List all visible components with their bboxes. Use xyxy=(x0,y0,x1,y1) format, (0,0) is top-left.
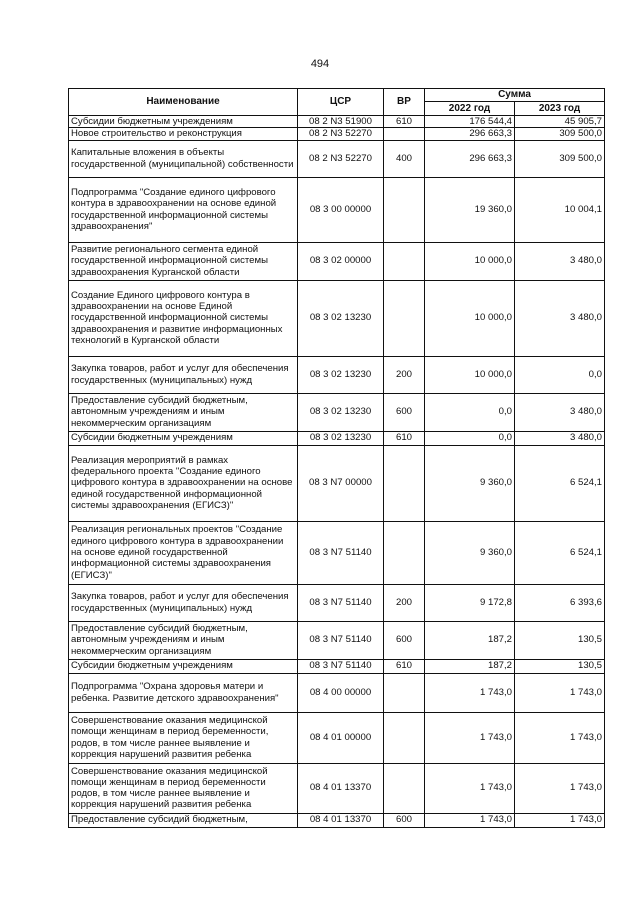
row-name: Реализация региональных проектов "Создание единого цифрового контура в здравоохранении на основе единой государственной информационной системы здравоохранения (ЕГИСЗ)" xyxy=(69,521,298,584)
table-row xyxy=(69,445,605,521)
row-amount-2023: 309 500,0 xyxy=(515,140,605,177)
table-row xyxy=(69,621,605,659)
table-row xyxy=(69,584,605,621)
row-name: Развитие регионального сегмента единой государственной информационной системы здравоохранения Курганской области xyxy=(69,242,298,280)
row-name: Совершенствование оказания медицинской помощи женщинам в период беременности, родов, в том числе раннее выявление и коррекция нарушений развития ребенка xyxy=(69,712,298,763)
row-vr: 200 xyxy=(384,584,425,621)
row-amount-2023: 45 905,7 xyxy=(515,116,605,128)
row-name: Закупка товаров, работ и услуг для обеспечения государственных (муниципальных) нужд xyxy=(69,356,298,393)
row-amount-2022: 1 743,0 xyxy=(425,712,515,763)
row-csr: 08 2 N3 52270 xyxy=(298,128,384,140)
row-amount-2023: 1 743,0 xyxy=(515,712,605,763)
row-vr xyxy=(384,712,425,763)
row-amount-2022: 0,0 xyxy=(425,431,515,445)
row-vr xyxy=(384,280,425,356)
row-amount-2023: 6 393,6 xyxy=(515,584,605,621)
row-amount-2022: 1 743,0 xyxy=(425,763,515,813)
row-vr xyxy=(384,128,425,140)
row-amount-2023: 1 743,0 xyxy=(515,763,605,813)
table-row xyxy=(69,673,605,712)
table-row xyxy=(69,712,605,763)
row-amount-2023: 6 524,1 xyxy=(515,521,605,584)
header-year-2022: 2022 год xyxy=(425,102,515,116)
row-amount-2022: 10 000,0 xyxy=(425,356,515,393)
row-amount-2023: 3 480,0 xyxy=(515,280,605,356)
row-vr: 600 xyxy=(384,393,425,431)
header-name: Наименование xyxy=(69,89,298,116)
row-csr: 08 3 N7 51140 xyxy=(298,584,384,621)
row-csr: 08 3 N7 51140 xyxy=(298,621,384,659)
row-name: Реализация мероприятий в рамках федерального проекта "Создание единого цифрового контура в здравоохранении на основе единой государственной информационной системы здравоохранения (ЕГИСЗ)" xyxy=(69,445,298,521)
row-vr: 400 xyxy=(384,140,425,177)
table-row xyxy=(69,431,605,445)
row-vr xyxy=(384,242,425,280)
table-row xyxy=(69,813,605,827)
row-name: Предоставление субсидий бюджетным, xyxy=(69,813,298,827)
table-row xyxy=(69,356,605,393)
row-csr: 08 3 02 13230 xyxy=(298,356,384,393)
row-amount-2023: 1 743,0 xyxy=(515,813,605,827)
row-name: Подпрограмма "Охрана здоровья матери и ребенка. Развитие детского здравоохранения" xyxy=(69,673,298,712)
row-name: Субсидии бюджетным учреждениям xyxy=(69,116,298,128)
row-csr: 08 4 01 13370 xyxy=(298,763,384,813)
row-csr: 08 3 N7 00000 xyxy=(298,445,384,521)
row-amount-2022: 187,2 xyxy=(425,659,515,673)
row-amount-2022: 10 000,0 xyxy=(425,242,515,280)
row-amount-2022: 9 360,0 xyxy=(425,445,515,521)
row-amount-2023: 6 524,1 xyxy=(515,445,605,521)
row-amount-2023: 0,0 xyxy=(515,356,605,393)
row-csr: 08 3 00 00000 xyxy=(298,177,384,242)
row-name: Создание Единого цифрового контура в здравоохранении на основе Единой государственной информационной системы здравоохранения и развитие информационных технологий в Курганской области xyxy=(69,280,298,356)
table-row xyxy=(69,659,605,673)
header-csr: ЦСР xyxy=(298,89,384,116)
row-vr: 600 xyxy=(384,813,425,827)
row-name: Новое строительство и реконструкция xyxy=(69,128,298,140)
row-name: Субсидии бюджетным учреждениям xyxy=(69,431,298,445)
table-row xyxy=(69,116,605,128)
row-amount-2023: 3 480,0 xyxy=(515,431,605,445)
row-amount-2022: 1 743,0 xyxy=(425,673,515,712)
row-vr: 200 xyxy=(384,356,425,393)
row-vr: 600 xyxy=(384,621,425,659)
row-amount-2023: 309 500,0 xyxy=(515,128,605,140)
row-csr: 08 3 N7 51140 xyxy=(298,521,384,584)
table-row xyxy=(69,280,605,356)
row-name: Совершенствование оказания медицинской помощи женщинам в период беременности родов, в том числе раннее выявление и коррекция нарушений развития ребенка xyxy=(69,763,298,813)
row-amount-2022: 296 663,3 xyxy=(425,128,515,140)
row-amount-2023: 1 743,0 xyxy=(515,673,605,712)
row-amount-2022: 176 544,4 xyxy=(425,116,515,128)
row-name: Субсидии бюджетным учреждениям xyxy=(69,659,298,673)
row-amount-2022: 0,0 xyxy=(425,393,515,431)
row-vr xyxy=(384,673,425,712)
row-amount-2022: 1 743,0 xyxy=(425,813,515,827)
row-csr: 08 4 01 00000 xyxy=(298,712,384,763)
row-csr: 08 2 N3 52270 xyxy=(298,140,384,177)
page-number: 494 xyxy=(310,58,330,70)
row-amount-2023: 10 004,1 xyxy=(515,177,605,242)
row-csr: 08 3 02 13230 xyxy=(298,280,384,356)
row-vr: 610 xyxy=(384,659,425,673)
row-name: Подпрограмма "Создание единого цифрового контура в здравоохранении на основе единой государственной информационной системы здравоохранения" xyxy=(69,177,298,242)
row-amount-2022: 187,2 xyxy=(425,621,515,659)
row-name: Закупка товаров, работ и услуг для обеспечения государственных (муниципальных) нужд xyxy=(69,584,298,621)
table-row xyxy=(69,242,605,280)
row-amount-2022: 296 663,3 xyxy=(425,140,515,177)
row-vr xyxy=(384,445,425,521)
row-csr: 08 2 N3 51900 xyxy=(298,116,384,128)
row-csr: 08 3 N7 51140 xyxy=(298,659,384,673)
row-amount-2022: 19 360,0 xyxy=(425,177,515,242)
row-amount-2023: 3 480,0 xyxy=(515,242,605,280)
header-year-2023: 2023 год xyxy=(515,102,605,116)
row-csr: 08 4 01 13370 xyxy=(298,813,384,827)
row-amount-2023: 130,5 xyxy=(515,659,605,673)
row-csr: 08 4 00 00000 xyxy=(298,673,384,712)
row-vr: 610 xyxy=(384,116,425,128)
row-vr xyxy=(384,521,425,584)
table-row xyxy=(69,393,605,431)
row-vr: 610 xyxy=(384,431,425,445)
table-row xyxy=(69,763,605,813)
header-sum: Сумма xyxy=(425,89,605,102)
row-csr: 08 3 02 13230 xyxy=(298,431,384,445)
row-amount-2022: 10 000,0 xyxy=(425,280,515,356)
table-row xyxy=(69,140,605,177)
row-name: Предоставление субсидий бюджетным, автономным учреждениям и иным некоммерческим организациям xyxy=(69,393,298,431)
row-vr xyxy=(384,763,425,813)
row-name: Предоставление субсидий бюджетным, автономным учреждениям и иным некоммерческим организациям xyxy=(69,621,298,659)
row-amount-2023: 3 480,0 xyxy=(515,393,605,431)
row-name: Капитальные вложения в объекты государственной (муниципальной) собственности xyxy=(69,140,298,177)
table-row xyxy=(69,128,605,140)
row-amount-2022: 9 360,0 xyxy=(425,521,515,584)
row-amount-2023: 130,5 xyxy=(515,621,605,659)
header-vr: ВР xyxy=(384,89,425,116)
row-amount-2022: 9 172,8 xyxy=(425,584,515,621)
table-row xyxy=(69,177,605,242)
row-csr: 08 3 02 00000 xyxy=(298,242,384,280)
table-row xyxy=(69,521,605,584)
row-vr xyxy=(384,177,425,242)
budget-table xyxy=(68,88,605,828)
row-csr: 08 3 02 13230 xyxy=(298,393,384,431)
